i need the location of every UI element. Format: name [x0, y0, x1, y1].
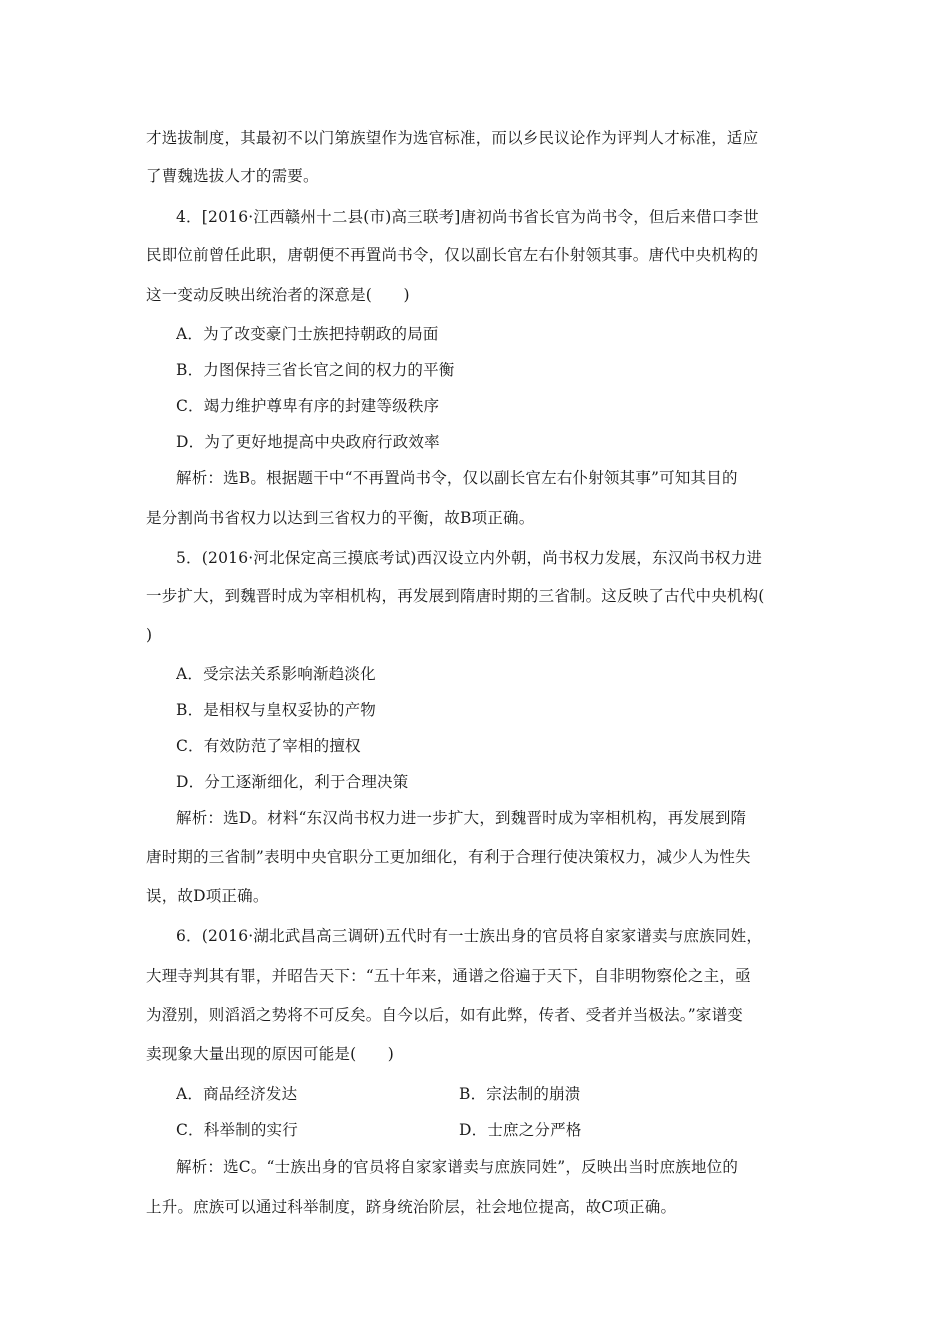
q4-option-a: A．为了改变豪门士族把持朝政的局面	[176, 325, 439, 343]
intro-line-2: 了曹魏选拔人才的需要。	[146, 167, 319, 185]
q6-stem-line-3: 为澄别，则滔滔之势将不可反矣。自今以后，如有此弊，传者、受者并当极法。”家谱变	[146, 1006, 743, 1024]
q6-option-b: B．宗法制的崩溃	[459, 1085, 581, 1103]
q6-answer-line-1: 解析：选C。“士族出身的官员将自家家谱卖与庶族同姓”，反映出当时庶族地位的	[176, 1158, 739, 1176]
q4-answer-line-1: 解析：选B。根据题干中“不再置尚书令，仅以副长官左右仆射领其事”可知其目的	[176, 469, 738, 487]
q5-option-d: D．分工逐渐细化，利于合理决策	[176, 773, 409, 791]
q5-answer-line-1: 解析：选D。材料“东汉尚书权力进一步扩大，到魏晋时成为宰相机构，再发展到隋	[176, 809, 747, 827]
q4-option-b: B．力图保持三省长官之间的权力的平衡	[176, 361, 455, 379]
q4-stem-line-1: 4．[2016·江西赣州十二县(市)高三联考]唐初尚书省长官为尚书令，但后来借口李世	[176, 208, 759, 226]
q4-answer-line-2: 是分割尚书省权力以达到三省权力的平衡，故B项正确。	[146, 509, 535, 527]
q5-stem-line-1: 5．(2016·河北保定高三摸底考试)西汉设立内外朝，尚书权力发展，东汉尚书权力进	[176, 549, 763, 567]
q4-option-c: C．竭力维护尊卑有序的封建等级秩序	[176, 397, 440, 415]
q5-option-c: C．有效防范了宰相的擅权	[176, 737, 361, 755]
q6-answer-line-2: 上升。庶族可以通过科举制度，跻身统治阶层，社会地位提高，故C项正确。	[146, 1198, 677, 1216]
q6-option-a: A．商品经济发达	[176, 1085, 298, 1103]
q6-stem-line-2: 大理寺判其有罪，并昭告天下：“五十年来，通谱之俗遍于天下，自非明物察伦之主，亟	[146, 967, 751, 985]
q5-option-b: B．是相权与皇权妥协的产物	[176, 701, 376, 719]
q6-option-c: C．科举制的实行	[176, 1121, 298, 1139]
q5-stem-line-3: )	[146, 626, 153, 644]
q5-answer-line-2: 唐时期的三省制”表明中央官职分工更加细化，有利于合理行使决策权力，减少人为性失	[146, 848, 751, 866]
q4-stem-line-3: 这一变动反映出统治者的深意是( )	[146, 286, 410, 304]
q4-option-d: D．为了更好地提高中央政府行政效率	[176, 433, 440, 451]
q6-stem-line-1: 6．(2016·湖北武昌高三调研)五代时有一士族出身的官员将自家家谱卖与庶族同姓，	[176, 927, 763, 945]
q5-option-a: A．受宗法关系影响渐趋淡化	[176, 665, 376, 683]
q4-stem-line-2: 民即位前曾任此职，唐朝便不再置尚书令，仅以副长官左右仆射领其事。唐代中央机构的	[146, 246, 759, 264]
q5-stem-line-2: 一步扩大，到魏晋时成为宰相机构，再发展到隋唐时期的三省制。这反映了古代中央机构(	[146, 587, 765, 605]
intro-line-1: 才选拔制度，其最初不以门第族望作为选官标准，而以乡民议论作为评判人才标准，适应	[146, 129, 759, 147]
q5-answer-line-3: 误，故D项正确。	[146, 887, 269, 905]
q6-option-d: D．士庶之分严格	[459, 1121, 582, 1139]
q6-stem-line-4: 卖现象大量出现的原因可能是( )	[146, 1045, 394, 1063]
